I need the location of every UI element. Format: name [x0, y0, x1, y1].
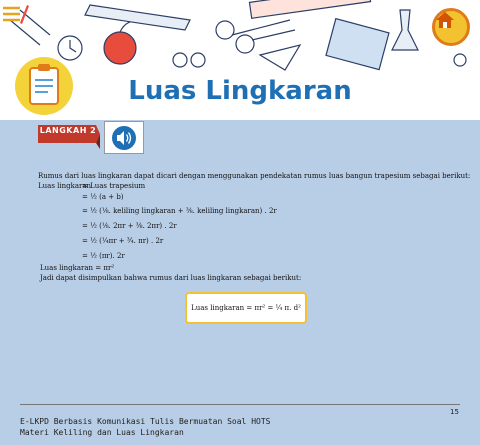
page-number: 15	[450, 408, 459, 416]
step-label: LANGKAH 2	[39, 126, 97, 135]
equation-step-2: = ½ (⅛. keliling lingkaran + ⅜. keliling lingkaran) . 2r	[82, 207, 277, 215]
equation-step-5: = ½ (πr). 2r	[82, 252, 125, 260]
equation-step-3: = ½ (⅛. 2πr + ⅜. 2πr) . 2r	[82, 222, 177, 230]
formula-box	[185, 292, 307, 324]
equation-step-1: = ½ (a + b)	[82, 193, 124, 201]
footer-line-1: E-LKPD Berbasis Komunikasi Tulis Bermuatan Soal HOTS	[20, 417, 271, 426]
equation-result: Luas lingkaran = πr²	[40, 264, 115, 272]
menu-pencil-icon[interactable]	[0, 0, 30, 30]
line1-right: = Luas trapesium	[82, 182, 146, 190]
footer-divider	[20, 404, 460, 405]
speaker-icon	[111, 125, 137, 151]
content-area	[0, 120, 480, 445]
step-tag	[38, 123, 100, 145]
formula-text: Luas lingkaran = πr² = ¼ π. d²	[191, 304, 301, 312]
header-banner	[0, 0, 480, 120]
footer-line-2: Materi Keliling dan Luas Lingkaran	[20, 428, 184, 437]
line1-left: Luas lingkaran	[38, 182, 92, 190]
conclusion-text: Jadi dapat disimpulkan bahwa rumus dari luas lingkaran sebagai berikut:	[40, 274, 302, 282]
audio-button[interactable]	[104, 121, 144, 154]
page-title: Luas Lingkaran	[128, 76, 352, 106]
intro-text: Rumus dari luas lingkaran dapat dicari dengan menggunakan pendekatan rumus luas bangun trapesium sebagai berikut:	[38, 172, 471, 180]
home-button[interactable]	[432, 8, 470, 46]
home-icon	[435, 11, 455, 29]
equation-step-4: = ½ (¼πr + ¾. πr) . 2r	[82, 237, 164, 245]
footer-text	[20, 416, 270, 438]
